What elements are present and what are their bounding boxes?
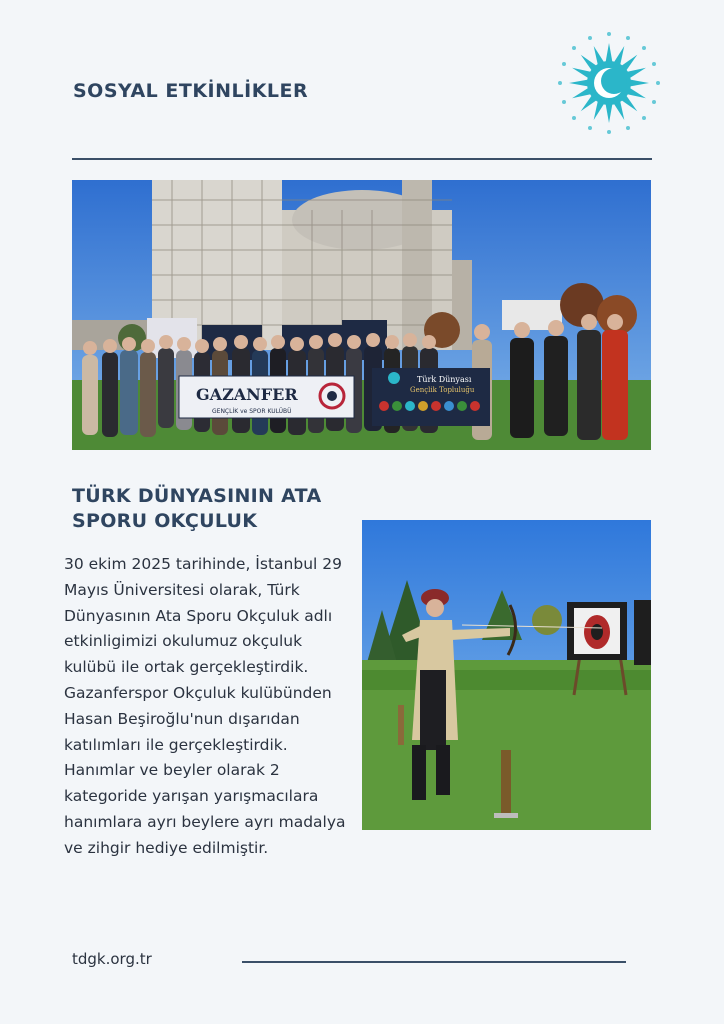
group-photo bbox=[72, 180, 651, 450]
archer-photo bbox=[362, 520, 651, 830]
sun-crescent-emblem-icon bbox=[556, 30, 662, 136]
gazanfer-banner bbox=[179, 376, 354, 418]
mosque-building bbox=[152, 180, 472, 350]
article-title: TÜRK DÜNYASININ ATA SPORU OKÇULUK bbox=[72, 485, 322, 532]
turk-dunyasi-banner bbox=[372, 368, 490, 426]
footer-website-link[interactable]: tdgk.org.tr bbox=[72, 950, 152, 968]
article-body: 30 ekim 2025 tarihinde, İstanbul 29 Mayıs Üniversitesi olarak, Türk Dünyasının Ata Sporu Okçuluk adlı etkinligimizi okulumuz okçuluk kulübü ile ortak gerçekleştirdik. Gazanferspor Okçuluk kulübünden Hasan Beşiroğlu'nun dışarıdan katılımları ile gerçekleştirdik. Hanımlar ve beyler olarak 2 kategoride yarışan yarışmacılara hanımlara ayrı beylere ayrı madalya ve zihgir hediye edilmiştir. bbox=[64, 555, 346, 857]
page-title: SOSYAL ETKİNLİKLER bbox=[73, 80, 309, 102]
footer-divider bbox=[242, 961, 626, 963]
banner-left-text: GAZANFER bbox=[196, 385, 298, 404]
banner-right-subtext: Gençlik Topluluğu bbox=[410, 386, 475, 394]
turkic-world-logo bbox=[556, 30, 662, 136]
banner-right-text: Türk Dünyası bbox=[417, 375, 472, 384]
banner-left-subtext: GENÇLİK ve SPOR KULÜBÜ bbox=[212, 408, 292, 415]
header-divider bbox=[72, 158, 652, 160]
